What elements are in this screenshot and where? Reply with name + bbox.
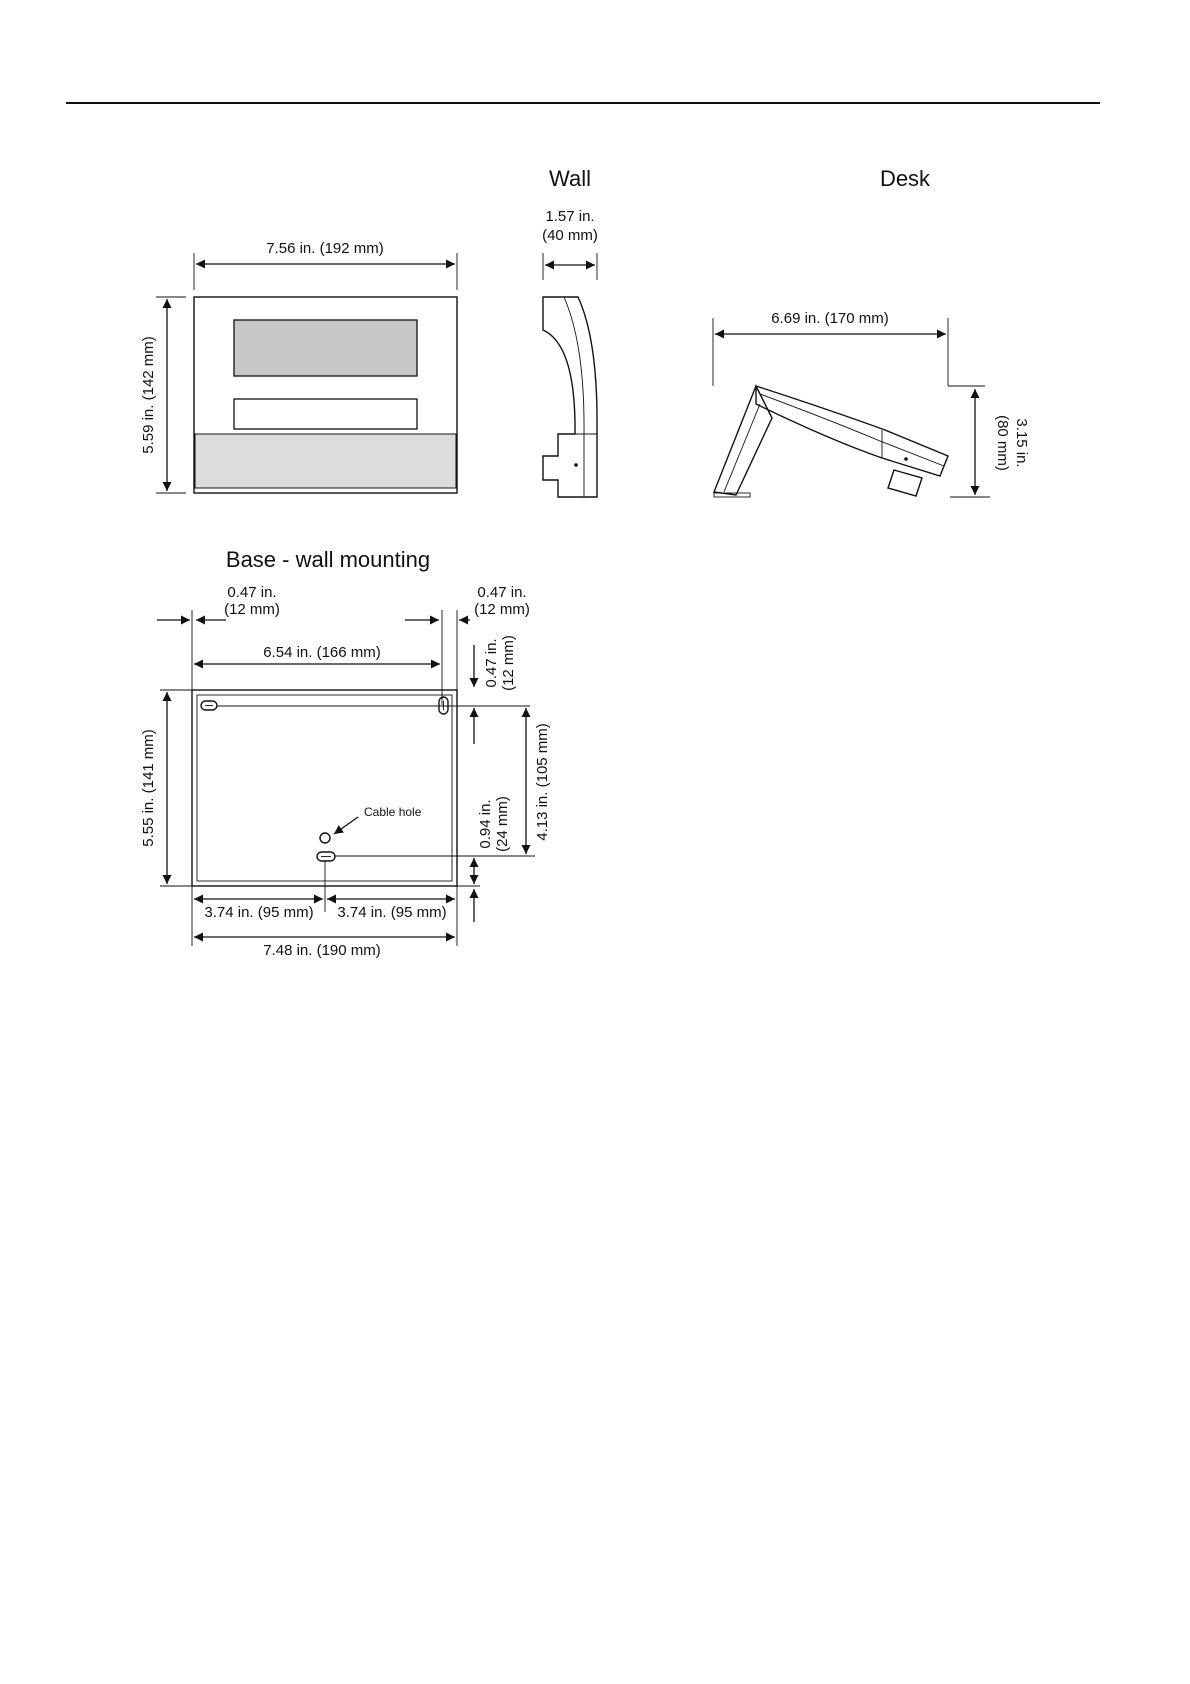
cable-hole-pointer [334, 817, 358, 834]
base-left-half-label: 3.74 in. (95 mm) [204, 904, 314, 921]
base-bottom-offset-mm: (24 mm) [494, 796, 511, 852]
device-lower-panel [195, 434, 456, 488]
base-wall-mounting-view [140, 547, 551, 959]
desk-title: Desk [879, 166, 931, 191]
base-right-offset-mm: (12 mm) [474, 601, 530, 618]
device-side-profile [543, 297, 597, 497]
base-title: Base - wall mounting [225, 547, 431, 572]
base-left-offset-mm: (12 mm) [224, 601, 280, 618]
base-total-width-label: 7.48 in. (190 mm) [263, 942, 381, 959]
desk-height-label-mm: (80 mm) [994, 415, 1011, 471]
base-left-offset-in: 0.47 in. [227, 584, 277, 601]
desk-stand [714, 386, 772, 495]
base-height-label: 5.55 in. (141 mm) [140, 729, 157, 847]
desk-device-body [756, 386, 948, 476]
wall-depth-label-mm: (40 mm) [542, 227, 598, 244]
desk-led-dot [904, 457, 908, 461]
desk-width-label: 6.69 in. (170 mm) [771, 310, 889, 327]
wall-height-label: 5.59 in. (142 mm) [140, 336, 157, 454]
side-led-dot [574, 463, 578, 467]
cable-hole [320, 833, 330, 843]
base-plate-inner [197, 695, 452, 881]
base-right-half-label: 3.74 in. (95 mm) [337, 904, 447, 921]
base-top-offset-mm: (12 mm) [500, 635, 517, 691]
base-bottom-offset-in: 0.94 in. [477, 799, 494, 849]
wall-depth-label-in: 1.57 in. [545, 208, 595, 225]
wall-title: Wall [549, 166, 591, 191]
base-top-offset-in: 0.47 in. [483, 638, 500, 688]
base-right-offset-in: 0.47 in. [477, 584, 527, 601]
desk-view [713, 166, 1030, 497]
device-display-window [234, 320, 417, 376]
base-hole-spacing-label: 6.54 in. (166 mm) [263, 644, 381, 661]
wall-front-view [140, 240, 457, 493]
base-hole-vertical-label: 4.13 in. (105 mm) [534, 723, 551, 841]
device-secondary-window [234, 399, 417, 429]
desk-height-label-in: 3.15 in. [1013, 418, 1030, 468]
desk-foot [888, 470, 922, 496]
wall-width-label: 7.56 in. (192 mm) [266, 240, 384, 257]
wall-side-view [542, 166, 598, 497]
cable-hole-label: Cable hole [364, 805, 422, 819]
